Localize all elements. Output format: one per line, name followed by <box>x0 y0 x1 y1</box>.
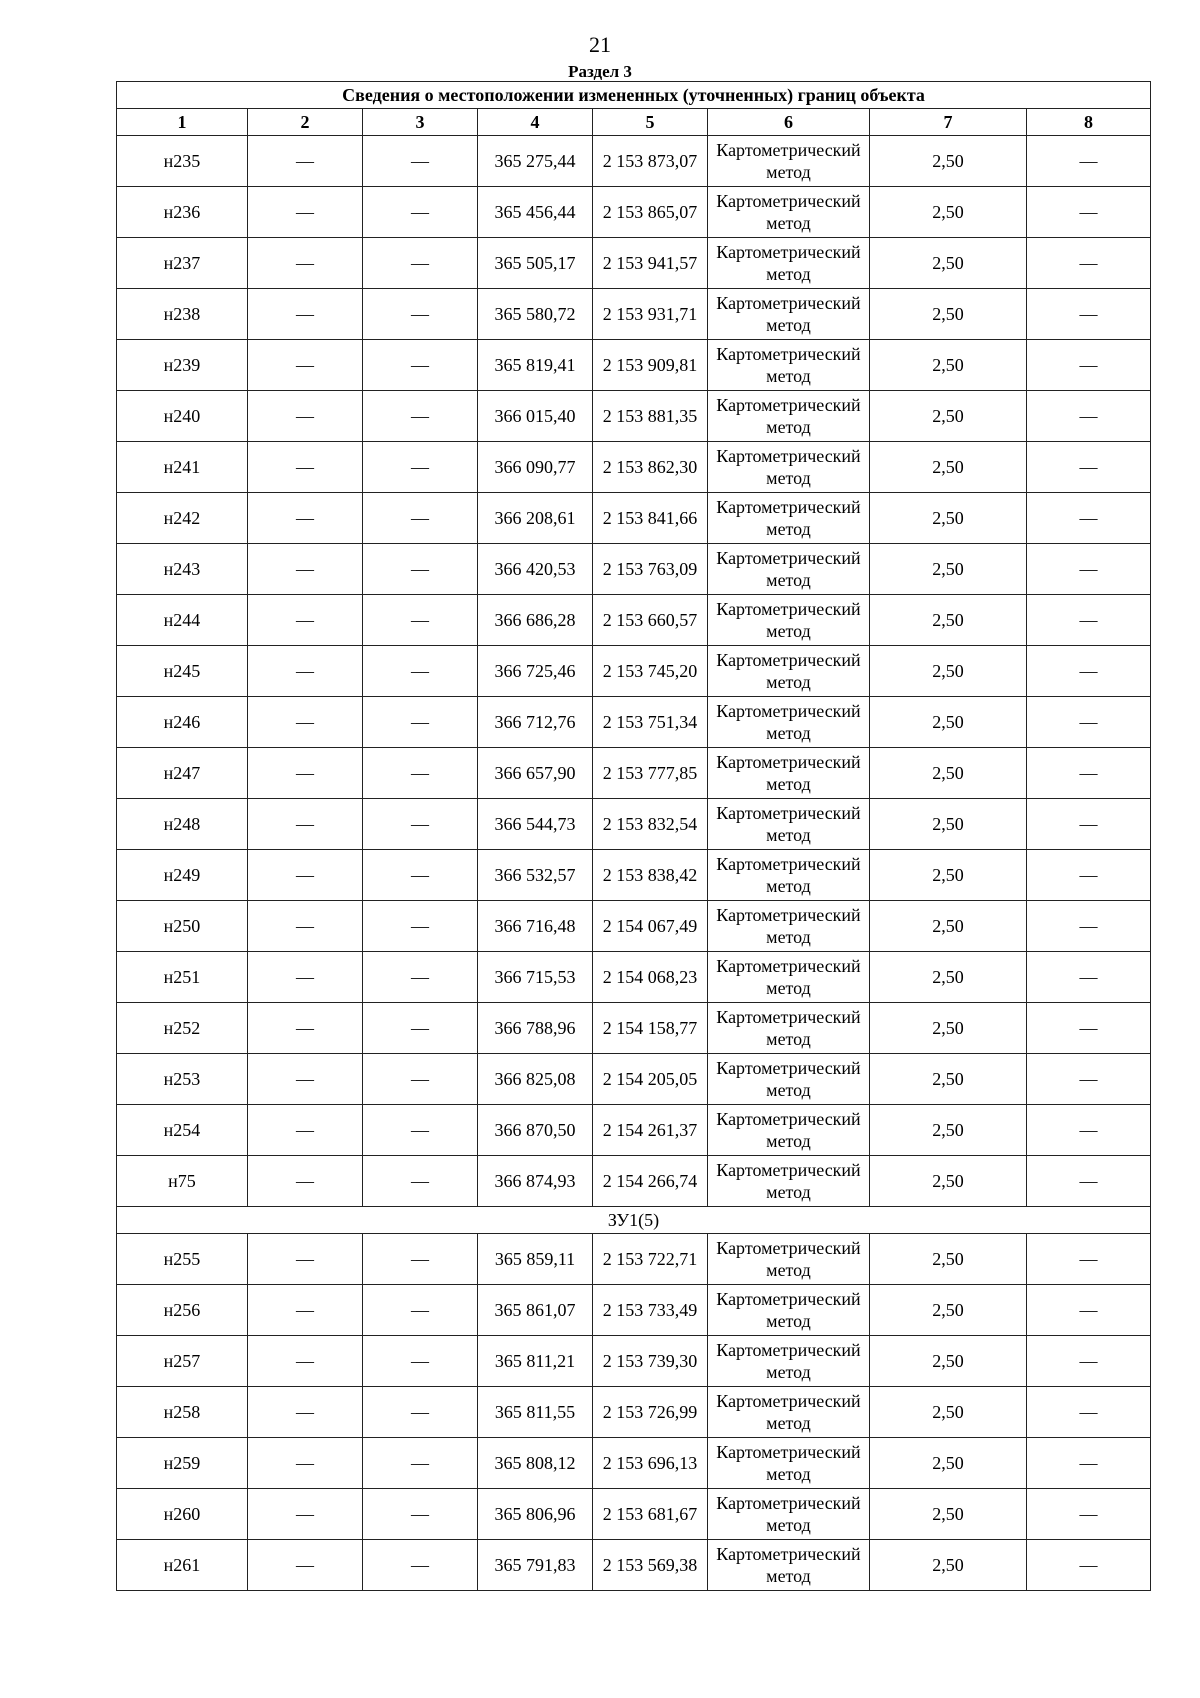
table-row <box>117 1438 1151 1489</box>
y-coordinate-cell: 2 153 777,85 <box>593 748 708 799</box>
y-coordinate-cell: 2 154 266,74 <box>593 1156 708 1207</box>
y-coordinate-cell: 2 154 068,23 <box>593 952 708 1003</box>
empty-value-cell: — <box>248 1387 363 1438</box>
accuracy-cell: 2,50 <box>870 799 1027 850</box>
y-coordinate-cell: 2 153 931,71 <box>593 289 708 340</box>
method-cell: Картометрический метод <box>708 1105 870 1156</box>
empty-value-cell: — <box>1027 391 1151 442</box>
point-id-cell: н252 <box>117 1003 248 1054</box>
empty-value-cell: — <box>248 595 363 646</box>
table-row <box>117 1387 1151 1438</box>
empty-value-cell: — <box>248 340 363 391</box>
table-row <box>117 289 1151 340</box>
method-cell: Картометрический метод <box>708 901 870 952</box>
empty-value-cell: — <box>363 748 478 799</box>
accuracy-cell: 2,50 <box>870 1336 1027 1387</box>
accuracy-cell: 2,50 <box>870 1156 1027 1207</box>
empty-value-cell: — <box>363 1234 478 1285</box>
empty-value-cell: — <box>363 340 478 391</box>
empty-value-cell: — <box>1027 493 1151 544</box>
empty-value-cell: — <box>248 391 363 442</box>
y-coordinate-cell: 2 153 745,20 <box>593 646 708 697</box>
empty-value-cell: — <box>248 187 363 238</box>
empty-value-cell: — <box>1027 136 1151 187</box>
empty-value-cell: — <box>248 1234 363 1285</box>
method-cell: Картометрический метод <box>708 1438 870 1489</box>
method-cell: Картометрический метод <box>708 340 870 391</box>
empty-value-cell: — <box>363 595 478 646</box>
empty-value-cell: — <box>363 1438 478 1489</box>
empty-value-cell: — <box>248 1540 363 1591</box>
x-coordinate-cell: 365 861,07 <box>478 1285 593 1336</box>
empty-value-cell: — <box>248 1438 363 1489</box>
method-cell: Картометрический метод <box>708 799 870 850</box>
point-id-cell: н250 <box>117 901 248 952</box>
point-id-cell: н244 <box>117 595 248 646</box>
x-coordinate-cell: 366 874,93 <box>478 1156 593 1207</box>
column-number: 6 <box>708 109 870 136</box>
empty-value-cell: — <box>1027 799 1151 850</box>
empty-value-cell: — <box>363 646 478 697</box>
method-cell: Картометрический метод <box>708 646 870 697</box>
point-id-cell: н241 <box>117 442 248 493</box>
empty-value-cell: — <box>1027 1156 1151 1207</box>
empty-value-cell: — <box>248 952 363 1003</box>
y-coordinate-cell: 2 154 067,49 <box>593 901 708 952</box>
y-coordinate-cell: 2 153 832,54 <box>593 799 708 850</box>
empty-value-cell: — <box>1027 1285 1151 1336</box>
column-number-row <box>117 109 1151 136</box>
method-cell: Картометрический метод <box>708 952 870 1003</box>
empty-value-cell: — <box>363 850 478 901</box>
empty-value-cell: — <box>1027 952 1151 1003</box>
point-id-cell: н75 <box>117 1156 248 1207</box>
y-coordinate-cell: 2 153 862,30 <box>593 442 708 493</box>
accuracy-cell: 2,50 <box>870 1387 1027 1438</box>
x-coordinate-cell: 366 420,53 <box>478 544 593 595</box>
empty-value-cell: — <box>363 799 478 850</box>
x-coordinate-cell: 365 859,11 <box>478 1234 593 1285</box>
method-cell: Картометрический метод <box>708 289 870 340</box>
method-cell: Картометрический метод <box>708 391 870 442</box>
empty-value-cell: — <box>1027 901 1151 952</box>
y-coordinate-cell: 2 153 569,38 <box>593 1540 708 1591</box>
accuracy-cell: 2,50 <box>870 952 1027 1003</box>
accuracy-cell: 2,50 <box>870 289 1027 340</box>
accuracy-cell: 2,50 <box>870 544 1027 595</box>
method-cell: Картометрический метод <box>708 442 870 493</box>
empty-value-cell: — <box>248 289 363 340</box>
point-id-cell: н243 <box>117 544 248 595</box>
point-id-cell: н245 <box>117 646 248 697</box>
empty-value-cell: — <box>1027 1387 1151 1438</box>
point-id-cell: н254 <box>117 1105 248 1156</box>
y-coordinate-cell: 2 153 722,71 <box>593 1234 708 1285</box>
accuracy-cell: 2,50 <box>870 595 1027 646</box>
point-id-cell: н238 <box>117 289 248 340</box>
empty-value-cell: — <box>1027 1054 1151 1105</box>
method-cell: Картометрический метод <box>708 850 870 901</box>
accuracy-cell: 2,50 <box>870 1489 1027 1540</box>
empty-value-cell: — <box>248 493 363 544</box>
group-label: ЗУ1(5) <box>117 1207 1151 1234</box>
x-coordinate-cell: 365 811,21 <box>478 1336 593 1387</box>
empty-value-cell: — <box>1027 1540 1151 1591</box>
empty-value-cell: — <box>248 544 363 595</box>
point-id-cell: н259 <box>117 1438 248 1489</box>
y-coordinate-cell: 2 153 726,99 <box>593 1387 708 1438</box>
x-coordinate-cell: 366 544,73 <box>478 799 593 850</box>
empty-value-cell: — <box>248 646 363 697</box>
table-row <box>117 799 1151 850</box>
empty-value-cell: — <box>1027 595 1151 646</box>
method-cell: Картометрический метод <box>708 1234 870 1285</box>
table-row <box>117 1540 1151 1591</box>
empty-value-cell: — <box>363 901 478 952</box>
accuracy-cell: 2,50 <box>870 901 1027 952</box>
point-id-cell: н242 <box>117 493 248 544</box>
x-coordinate-cell: 366 870,50 <box>478 1105 593 1156</box>
method-cell: Картометрический метод <box>708 1489 870 1540</box>
table-row <box>117 238 1151 289</box>
column-number: 5 <box>593 109 708 136</box>
accuracy-cell: 2,50 <box>870 646 1027 697</box>
table-row <box>117 340 1151 391</box>
empty-value-cell: — <box>363 493 478 544</box>
method-cell: Картометрический метод <box>708 1285 870 1336</box>
empty-value-cell: — <box>1027 748 1151 799</box>
empty-value-cell: — <box>363 442 478 493</box>
point-id-cell: н239 <box>117 340 248 391</box>
x-coordinate-cell: 366 712,76 <box>478 697 593 748</box>
accuracy-cell: 2,50 <box>870 340 1027 391</box>
point-id-cell: н248 <box>117 799 248 850</box>
accuracy-cell: 2,50 <box>870 238 1027 289</box>
x-coordinate-cell: 366 825,08 <box>478 1054 593 1105</box>
point-id-cell: н258 <box>117 1387 248 1438</box>
y-coordinate-cell: 2 153 733,49 <box>593 1285 708 1336</box>
table-row <box>117 748 1151 799</box>
y-coordinate-cell: 2 153 751,34 <box>593 697 708 748</box>
empty-value-cell: — <box>248 1105 363 1156</box>
table-row <box>117 595 1151 646</box>
x-coordinate-cell: 365 808,12 <box>478 1438 593 1489</box>
empty-value-cell: — <box>1027 850 1151 901</box>
empty-value-cell: — <box>363 1489 478 1540</box>
empty-value-cell: — <box>363 1105 478 1156</box>
table-row <box>117 952 1151 1003</box>
method-cell: Картометрический метод <box>708 697 870 748</box>
table-row <box>117 1156 1151 1207</box>
point-id-cell: н236 <box>117 187 248 238</box>
empty-value-cell: — <box>363 1540 478 1591</box>
x-coordinate-cell: 366 208,61 <box>478 493 593 544</box>
empty-value-cell: — <box>363 1285 478 1336</box>
x-coordinate-cell: 366 725,46 <box>478 646 593 697</box>
empty-value-cell: — <box>248 1489 363 1540</box>
accuracy-cell: 2,50 <box>870 187 1027 238</box>
empty-value-cell: — <box>248 799 363 850</box>
accuracy-cell: 2,50 <box>870 1540 1027 1591</box>
empty-value-cell: — <box>1027 1489 1151 1540</box>
empty-value-cell: — <box>248 136 363 187</box>
empty-value-cell: — <box>1027 544 1151 595</box>
point-id-cell: н247 <box>117 748 248 799</box>
method-cell: Картометрический метод <box>708 748 870 799</box>
y-coordinate-cell: 2 154 205,05 <box>593 1054 708 1105</box>
y-coordinate-cell: 2 153 696,13 <box>593 1438 708 1489</box>
empty-value-cell: — <box>1027 1234 1151 1285</box>
empty-value-cell: — <box>363 391 478 442</box>
empty-value-cell: — <box>1027 1105 1151 1156</box>
table-row <box>117 442 1151 493</box>
x-coordinate-cell: 365 811,55 <box>478 1387 593 1438</box>
accuracy-cell: 2,50 <box>870 136 1027 187</box>
table-row <box>117 391 1151 442</box>
method-cell: Картометрический метод <box>708 1156 870 1207</box>
empty-value-cell: — <box>1027 238 1151 289</box>
point-id-cell: н251 <box>117 952 248 1003</box>
empty-value-cell: — <box>248 850 363 901</box>
point-id-cell: н237 <box>117 238 248 289</box>
y-coordinate-cell: 2 153 873,07 <box>593 136 708 187</box>
table-row <box>117 493 1151 544</box>
x-coordinate-cell: 365 819,41 <box>478 340 593 391</box>
empty-value-cell: — <box>1027 442 1151 493</box>
accuracy-cell: 2,50 <box>870 1285 1027 1336</box>
column-number: 8 <box>1027 109 1151 136</box>
accuracy-cell: 2,50 <box>870 697 1027 748</box>
y-coordinate-cell: 2 153 763,09 <box>593 544 708 595</box>
accuracy-cell: 2,50 <box>870 442 1027 493</box>
empty-value-cell: — <box>1027 340 1151 391</box>
method-cell: Картометрический метод <box>708 1540 870 1591</box>
table-row <box>117 850 1151 901</box>
empty-value-cell: — <box>248 1003 363 1054</box>
empty-value-cell: — <box>363 1054 478 1105</box>
empty-value-cell: — <box>363 952 478 1003</box>
empty-value-cell: — <box>248 1156 363 1207</box>
empty-value-cell: — <box>248 1285 363 1336</box>
x-coordinate-cell: 366 532,57 <box>478 850 593 901</box>
x-coordinate-cell: 366 657,90 <box>478 748 593 799</box>
accuracy-cell: 2,50 <box>870 391 1027 442</box>
page-number: 21 <box>589 32 611 57</box>
x-coordinate-cell: 365 806,96 <box>478 1489 593 1540</box>
x-coordinate-cell: 366 788,96 <box>478 1003 593 1054</box>
method-cell: Картометрический метод <box>708 493 870 544</box>
method-cell: Картометрический метод <box>708 1003 870 1054</box>
y-coordinate-cell: 2 153 838,42 <box>593 850 708 901</box>
empty-value-cell: — <box>363 544 478 595</box>
table-caption: Сведения о местоположении измененных (уточненных) границ объекта <box>117 82 1151 109</box>
accuracy-cell: 2,50 <box>870 1003 1027 1054</box>
table-row <box>117 1336 1151 1387</box>
point-id-cell: н240 <box>117 391 248 442</box>
table-row <box>117 1054 1151 1105</box>
y-coordinate-cell: 2 153 739,30 <box>593 1336 708 1387</box>
empty-value-cell: — <box>248 1054 363 1105</box>
table-row <box>117 1105 1151 1156</box>
empty-value-cell: — <box>1027 289 1151 340</box>
x-coordinate-cell: 366 715,53 <box>478 952 593 1003</box>
accuracy-cell: 2,50 <box>870 1105 1027 1156</box>
section-title: Раздел 3 <box>568 62 632 81</box>
table-row <box>117 1285 1151 1336</box>
point-id-cell: н253 <box>117 1054 248 1105</box>
table-row <box>117 901 1151 952</box>
accuracy-cell: 2,50 <box>870 1234 1027 1285</box>
point-id-cell: н261 <box>117 1540 248 1591</box>
table-row <box>117 1234 1151 1285</box>
empty-value-cell: — <box>1027 697 1151 748</box>
method-cell: Картометрический метод <box>708 595 870 646</box>
x-coordinate-cell: 365 505,17 <box>478 238 593 289</box>
empty-value-cell: — <box>248 748 363 799</box>
y-coordinate-cell: 2 153 941,57 <box>593 238 708 289</box>
method-cell: Картометрический метод <box>708 1336 870 1387</box>
column-number: 1 <box>117 109 248 136</box>
coordinates-table <box>116 81 1151 1591</box>
y-coordinate-cell: 2 153 681,67 <box>593 1489 708 1540</box>
accuracy-cell: 2,50 <box>870 850 1027 901</box>
empty-value-cell: — <box>363 1003 478 1054</box>
empty-value-cell: — <box>363 136 478 187</box>
accuracy-cell: 2,50 <box>870 1054 1027 1105</box>
empty-value-cell: — <box>248 697 363 748</box>
table-row <box>117 1003 1151 1054</box>
method-cell: Картометрический метод <box>708 238 870 289</box>
method-cell: Картометрический метод <box>708 136 870 187</box>
empty-value-cell: — <box>363 1387 478 1438</box>
accuracy-cell: 2,50 <box>870 1438 1027 1489</box>
empty-value-cell: — <box>363 187 478 238</box>
empty-value-cell: — <box>1027 1336 1151 1387</box>
accuracy-cell: 2,50 <box>870 493 1027 544</box>
x-coordinate-cell: 366 015,40 <box>478 391 593 442</box>
point-id-cell: н256 <box>117 1285 248 1336</box>
x-coordinate-cell: 365 580,72 <box>478 289 593 340</box>
x-coordinate-cell: 365 275,44 <box>478 136 593 187</box>
empty-value-cell: — <box>248 238 363 289</box>
point-id-cell: н246 <box>117 697 248 748</box>
y-coordinate-cell: 2 153 881,35 <box>593 391 708 442</box>
point-id-cell: н235 <box>117 136 248 187</box>
empty-value-cell: — <box>363 1156 478 1207</box>
column-number: 7 <box>870 109 1027 136</box>
table-row <box>117 1489 1151 1540</box>
empty-value-cell: — <box>1027 646 1151 697</box>
table-row <box>117 136 1151 187</box>
empty-value-cell: — <box>1027 187 1151 238</box>
empty-value-cell: — <box>363 238 478 289</box>
x-coordinate-cell: 366 686,28 <box>478 595 593 646</box>
point-id-cell: н260 <box>117 1489 248 1540</box>
column-number: 4 <box>478 109 593 136</box>
point-id-cell: н257 <box>117 1336 248 1387</box>
column-number: 2 <box>248 109 363 136</box>
y-coordinate-cell: 2 153 909,81 <box>593 340 708 391</box>
empty-value-cell: — <box>363 1336 478 1387</box>
y-coordinate-cell: 2 153 865,07 <box>593 187 708 238</box>
table-row <box>117 697 1151 748</box>
y-coordinate-cell: 2 154 261,37 <box>593 1105 708 1156</box>
table-caption-row <box>117 82 1151 109</box>
x-coordinate-cell: 366 716,48 <box>478 901 593 952</box>
method-cell: Картометрический метод <box>708 187 870 238</box>
empty-value-cell: — <box>248 1336 363 1387</box>
x-coordinate-cell: 365 456,44 <box>478 187 593 238</box>
accuracy-cell: 2,50 <box>870 748 1027 799</box>
x-coordinate-cell: 365 791,83 <box>478 1540 593 1591</box>
column-number: 3 <box>363 109 478 136</box>
table-row <box>117 187 1151 238</box>
empty-value-cell: — <box>363 289 478 340</box>
method-cell: Картометрический метод <box>708 1387 870 1438</box>
table-row <box>117 544 1151 595</box>
y-coordinate-cell: 2 153 841,66 <box>593 493 708 544</box>
group-row <box>117 1207 1151 1234</box>
empty-value-cell: — <box>248 442 363 493</box>
point-id-cell: н249 <box>117 850 248 901</box>
point-id-cell: н255 <box>117 1234 248 1285</box>
empty-value-cell: — <box>1027 1438 1151 1489</box>
x-coordinate-cell: 366 090,77 <box>478 442 593 493</box>
y-coordinate-cell: 2 154 158,77 <box>593 1003 708 1054</box>
method-cell: Картометрический метод <box>708 544 870 595</box>
table-row <box>117 646 1151 697</box>
y-coordinate-cell: 2 153 660,57 <box>593 595 708 646</box>
method-cell: Картометрический метод <box>708 1054 870 1105</box>
empty-value-cell: — <box>363 697 478 748</box>
empty-value-cell: — <box>248 901 363 952</box>
empty-value-cell: — <box>1027 1003 1151 1054</box>
